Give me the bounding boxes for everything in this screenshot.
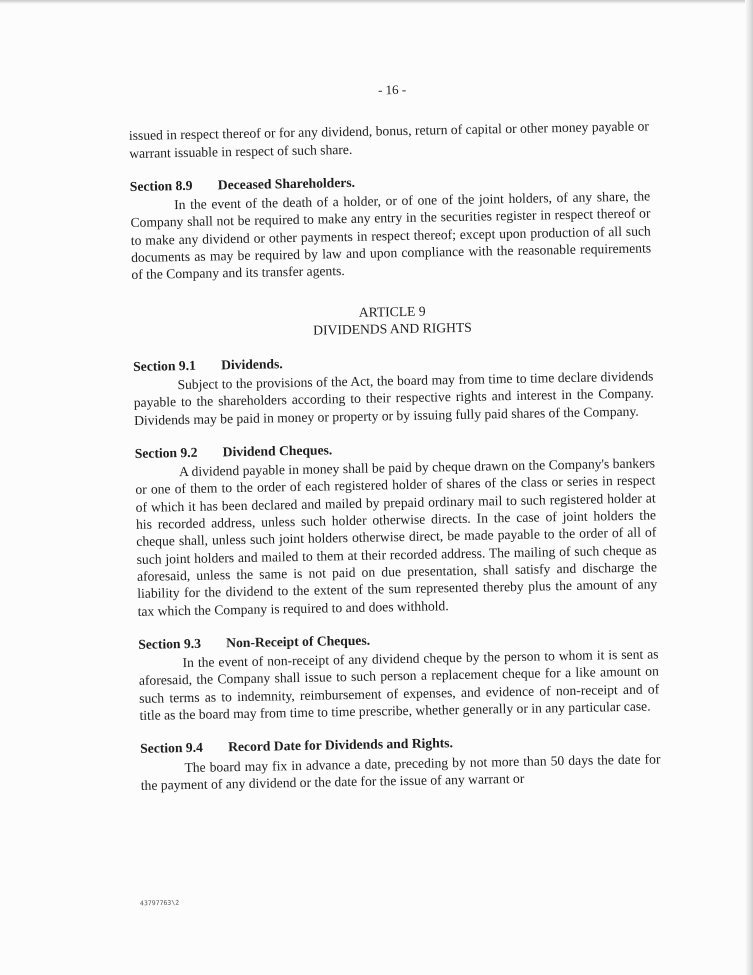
section-number: Section 8.9: [129, 177, 193, 194]
continuation-paragraph: issued in respect thereof or for any dividend, bonus, return of capital or other money payable or warrant issuable in respect of such share.: [128, 118, 649, 161]
page-content: [128, 76, 661, 794]
section-title: Record Date for Dividends and Rights.: [227, 735, 454, 755]
section-9-3-text: In the event of non-receipt of any dividend cheque by the person to whom it is sent as aforesaid, the Company shall issue to such person a replacement cheque for a like amount on such terms as to indemnity, reimbursement of expenses, and evidence of non-receipt and of title as the board may from time to time prescribe, whether generally or in any particular case.: [138, 646, 660, 723]
section-8-9-text: In the event of the death of a holder, or of one of the joint holders, of any share, the Company shall not be required to make any entry in the securities register in respect thereof or to make any dividend or other payments in respect thereof; except upon production of all such documents as may be required by law and upon compliance with the reasonable requirements of the Company and its transfer agents.: [130, 188, 652, 283]
article-title: DIVIDENDS AND RIGHTS: [313, 319, 472, 338]
scan-right-edge: [745, 0, 753, 975]
section-title: Non-Receipt of Cheques.: [226, 632, 371, 651]
page-number: - 16 -: [377, 81, 407, 98]
section-title: Deceased Shareholders.: [217, 174, 356, 193]
section-number: Section 9.2: [134, 444, 198, 461]
section-9-2-text: A dividend payable in money shall be paid by cheque drawn on the Company's bankers or one of them to the order of each registered holder of shares of the class or series in respect of which it has been declared and mailed by prepaid ordinary mail to such registered holder at his recorded address, unless such holder otherwise directs. In the case of joint holders the cheque shall, unless such joint holders otherwise direct, be made payable to the order of all of such joint holders and mailed to them at their recorded address. The mailing of such cheque as aforesaid, unless the same is not paid on due presentation, shall satisfy and discharge the liability for the dividend to the extent of the sum represented thereby plus the amount of any tax which the Company is required to and does withhold.: [135, 455, 658, 619]
article-label: ARTICLE 9: [358, 303, 426, 320]
article-heading: [132, 298, 653, 342]
scan-top-edge: [0, 0, 753, 4]
section-number: Section 9.3: [138, 635, 202, 652]
section-title: Dividends.: [220, 355, 283, 373]
section-number: Section 9.4: [140, 740, 203, 757]
document-reference-code: 43797763\2: [139, 898, 180, 908]
section-title: Dividend Cheques.: [222, 442, 333, 460]
section-9-4-text: The board may fix in advance a date, preceding by not more than 50 days the date for the payment of any dividend or the date for the issue of any warrant or: [140, 750, 661, 793]
section-9-1-text: Subject to the provisions of the Act, the board may from time to time declare dividends payable to the shareholders according to their respective rights and interest in the Company. Dividends may be paid in money or property or by issuing fully paid shares of the Company.: [133, 368, 654, 428]
section-number: Section 9.1: [132, 357, 196, 374]
